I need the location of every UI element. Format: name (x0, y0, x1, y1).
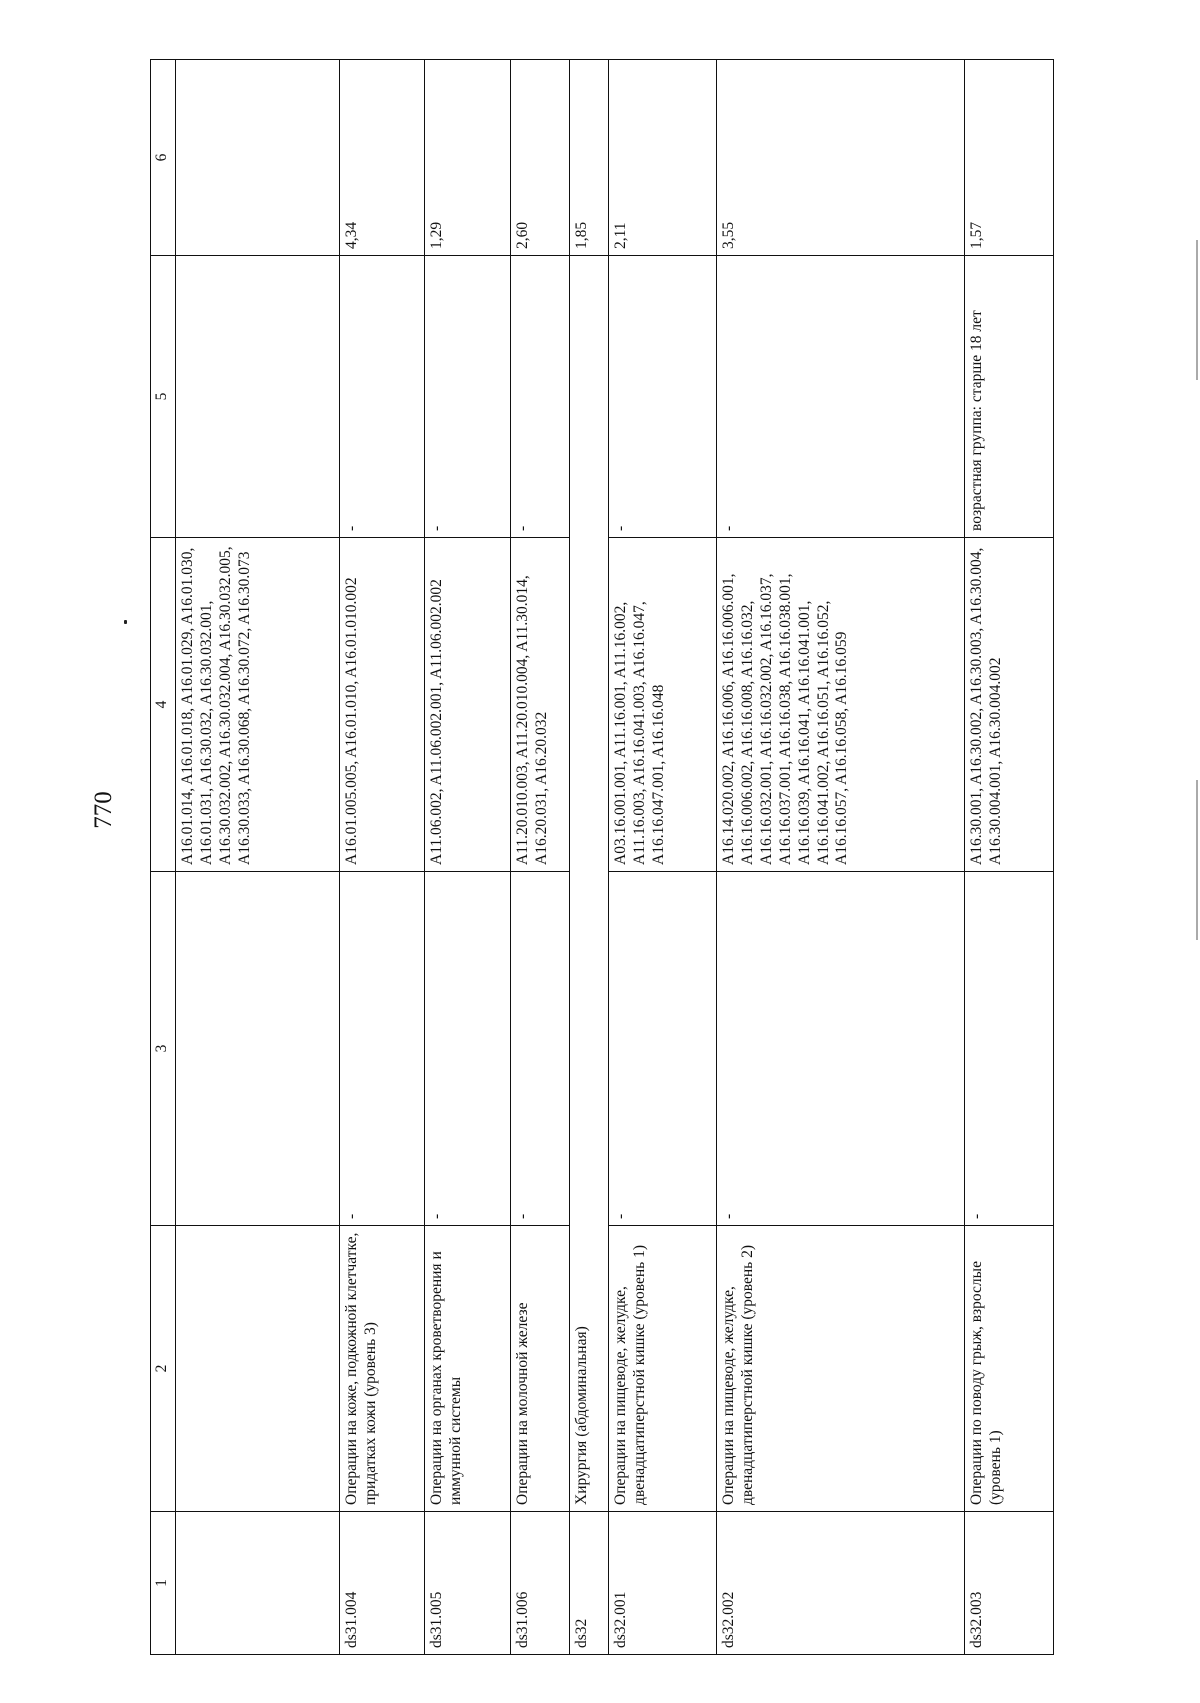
page-number: 770 (90, 791, 117, 829)
scan-edge-mark (1196, 780, 1198, 940)
codes-cell: A16.14.020.002, A16.16.006, A16.16.006.001, A16.16.006.002, A16.16.008, A16.16.032, A16.16.032.001, A16.16.032.002, A16.16.037, A16.16.037.001, A16.16.038, A16.16.038.001, A16.16.039, A16.16.041, A16.16.041.001, A16.16.041.002, A16.16.051, A16.16.052, A16.16.057, A16.16.058, A16.16.059 (717, 538, 965, 872)
code-cell: ds32.002 (717, 1512, 965, 1655)
codes-cell: A16.30.001, A16.30.002, A16.30.003, A16.30.004, A16.30.004.001, A16.30.004.002 (965, 538, 1054, 872)
col5-cell: - (717, 256, 965, 538)
code-cell: ds31.004 (340, 1512, 425, 1655)
col3-cell: - (717, 872, 965, 1226)
name-cell: Операции на молочной железе (510, 1226, 569, 1512)
coef-cell: 1,57 (965, 60, 1054, 256)
col5-cell (176, 256, 340, 538)
col3-cell: - (510, 872, 569, 1226)
header-cell: 1 (151, 1512, 176, 1655)
code-cell (176, 1512, 340, 1655)
name-cell: Операции на коже, подкожной клетчатке, придатках кожи (уровень 3) (340, 1226, 425, 1512)
name-cell (176, 1226, 340, 1512)
header-row (151, 60, 176, 1655)
header-cell: 3 (151, 872, 176, 1226)
tariff-table (150, 59, 1054, 1655)
col3-cell: - (340, 872, 425, 1226)
table-row (717, 60, 965, 1655)
codes-cell: A11.20.010.003, A11.20.010.004, A11.30.014, A16.20.031, A16.20.032 (510, 538, 569, 872)
header-cell: 5 (151, 256, 176, 538)
col5-cell: - (425, 256, 510, 538)
table-row (609, 60, 717, 1655)
table-row (340, 60, 425, 1655)
coef-cell: 1,29 (425, 60, 510, 256)
table-row (510, 60, 569, 1655)
col5-cell: возрастная группа: старше 18 лет (965, 256, 1054, 538)
coef-cell: 2,60 (510, 60, 569, 256)
col3-cell (176, 872, 340, 1226)
header-cell: 4 (151, 538, 176, 872)
coef-cell: 3,55 (717, 60, 965, 256)
table-row (965, 60, 1054, 1655)
header-cell: 2 (151, 1226, 176, 1512)
col3-cell: - (965, 872, 1054, 1226)
name-cell: Операции на пищеводе, желудке, двенадцатиперстной кишке (уровень 2) (717, 1226, 965, 1512)
name-cell: Операции на органах кроветворения и иммунной системы (425, 1226, 510, 1512)
codes-cell: A03.16.001.001, A11.16.001, A11.16.002, A11.16.003, A16.16.041.003, A16.16.047, A16.16.047.001, A16.16.048 (609, 538, 717, 872)
code-cell: ds32.003 (965, 1512, 1054, 1655)
section-code-cell: ds32 (570, 1512, 609, 1655)
code-cell: ds32.001 (609, 1512, 717, 1655)
rotated-table-container (150, 60, 1054, 1655)
col5-cell: - (510, 256, 569, 538)
codes-cell: A16.01.005.005, A16.01.010, A16.01.010.002 (340, 538, 425, 872)
codes-cell: A11.06.002, A11.06.002.001, A11.06.002.002 (425, 538, 510, 872)
table-row (176, 60, 340, 1655)
coef-cell (176, 60, 340, 256)
table-row (425, 60, 510, 1655)
col5-cell: - (609, 256, 717, 538)
scan-edge-mark (1196, 240, 1198, 380)
code-cell: ds31.006 (510, 1512, 569, 1655)
section-title-cell: Хирургия (абдоминальная) (570, 256, 609, 1512)
col5-cell: - (340, 256, 425, 538)
section-row (570, 60, 609, 1655)
code-cell: ds31.005 (425, 1512, 510, 1655)
col3-cell: - (425, 872, 510, 1226)
section-coef-cell: 1,85 (570, 60, 609, 256)
name-cell: Операции по поводу грыж, взрослые (уровень 1) (965, 1226, 1054, 1512)
scan-speck (124, 620, 127, 624)
header-cell: 6 (151, 60, 176, 256)
coef-cell: 2,11 (609, 60, 717, 256)
coef-cell: 4,34 (340, 60, 425, 256)
codes-cell: A16.01.014, A16.01.018, A16.01.029, A16.01.030, A16.01.031, A16.30.032, A16.30.032.001, A16.30.032.002, A16.30.032.004, A16.30.032.005, A16.30.033, A16.30.068, A16.30.072, A16.30.073 (176, 538, 340, 872)
name-cell: Операции на пищеводе, желудке, двенадцатиперстной кишке (уровень 1) (609, 1226, 717, 1512)
col3-cell: - (609, 872, 717, 1226)
